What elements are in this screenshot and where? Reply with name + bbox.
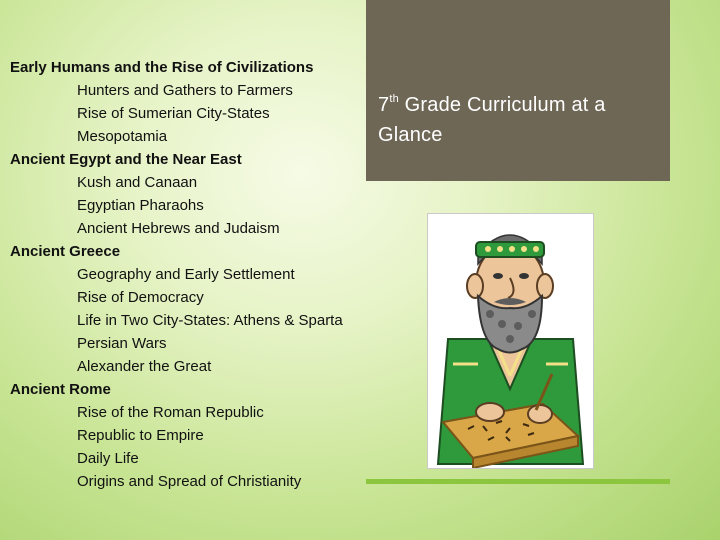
scribe-illustration — [427, 213, 594, 469]
unit-title: Early Humans and the Rise of Civilizations — [10, 59, 314, 76]
title-rest: Grade Curriculum at a Glance — [378, 94, 606, 146]
unit-title: Ancient Greece — [10, 243, 121, 260]
topic-item: Mesopotamia — [77, 128, 168, 145]
title-grade-number: 7 — [378, 94, 390, 116]
topic-item: Kush and Canaan — [77, 174, 198, 191]
curriculum-outline — [10, 56, 370, 493]
unit-title: Ancient Egypt and the Near East — [10, 151, 242, 168]
title-ordinal-suffix: th — [389, 93, 399, 105]
topic-item: Daily Life — [77, 450, 139, 467]
topic-item: Life in Two City-States: Athens & Sparta — [77, 312, 343, 329]
topic-item: Egyptian Pharaohs — [77, 197, 204, 214]
unit-block — [10, 378, 370, 493]
topic-item: Rise of Sumerian City-States — [77, 105, 270, 122]
unit-block — [10, 240, 370, 378]
unit-block — [10, 148, 370, 240]
title-panel — [366, 0, 670, 181]
scribe-icon — [428, 214, 593, 468]
topic-item: Rise of the Roman Republic — [77, 404, 264, 421]
topic-item: Origins and Spread of Christianity — [77, 473, 302, 490]
topic-item: Hunters and Gathers to Farmers — [77, 82, 293, 99]
topic-item: Ancient Hebrews and Judaism — [77, 220, 280, 237]
slide-title — [378, 90, 670, 150]
topic-item: Geography and Early Settlement — [77, 266, 295, 283]
topic-item: Persian Wars — [77, 335, 167, 352]
topic-item: Alexander the Great — [77, 358, 212, 375]
topic-item: Rise of Democracy — [77, 289, 204, 306]
topic-item: Republic to Empire — [77, 427, 204, 444]
unit-title: Ancient Rome — [10, 381, 111, 398]
accent-bar — [366, 479, 670, 484]
unit-block — [10, 56, 370, 148]
